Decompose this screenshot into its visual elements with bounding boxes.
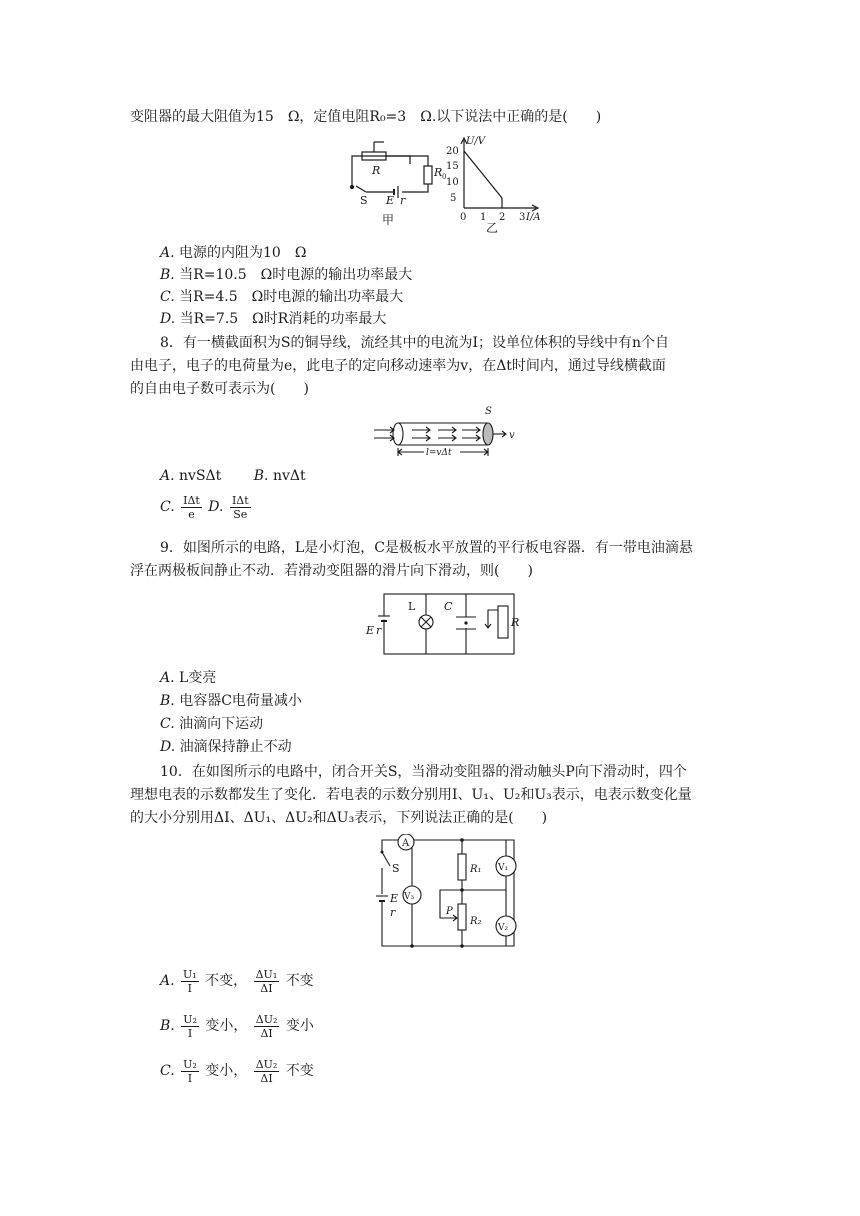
- cross-section-s: [483, 423, 493, 445]
- q8-options-cd: C. $\frac{\text{IΔt}}{e}$ D. $\frac{\text{IΔt}}{Se}$: [160, 493, 249, 521]
- ui-line: [464, 151, 502, 198]
- q10-b-fraction-1: $\frac{\text{U₂}}{I}$: [183, 1012, 197, 1040]
- label-a: A: [402, 838, 410, 849]
- q10-stem-line-3: 的大小分别用ΔI、ΔU₁、ΔU₂和ΔU₃表示，下列说法正确的是( ): [130, 810, 548, 826]
- q10-a-fraction-2: $\frac{\text{ΔU₁}}{\Delta I}$: [255, 967, 278, 995]
- q7-figure: [340, 134, 550, 234]
- rheostat-r: [498, 606, 508, 638]
- ytick-10: 10: [446, 177, 459, 188]
- q8-option-c-fraction: $\frac{\text{IΔt}}{e}$: [183, 493, 200, 521]
- q10-option-a: A. $\frac{\text{U₁}}{I}$ 不变， $\frac{\text{ΔU₁}}{\Delta I}$ 不变: [160, 967, 314, 995]
- q8-wire-figure: [372, 402, 522, 460]
- oil-drop: [464, 621, 467, 624]
- label-internal-r: r: [400, 194, 406, 207]
- q9-option-c: C. 油滴向下运动: [160, 716, 264, 732]
- xtick-3: 3: [519, 212, 526, 223]
- q10-b-fraction-2: $\frac{\text{ΔU₂}}{\Delta I}$: [255, 1012, 278, 1040]
- q10-a-fraction-1: $\frac{\text{U₁}}{I}$: [183, 967, 197, 995]
- label-v1: V₁: [498, 863, 509, 873]
- resistor-r1: [458, 854, 466, 880]
- ytick-20: 20: [446, 146, 459, 157]
- q10-c-fraction-2: $\frac{\text{ΔU₂}}{\Delta I}$: [255, 1057, 278, 1085]
- ytick-5: 5: [450, 193, 457, 204]
- label-v3: V₃: [404, 892, 415, 902]
- label-p: P: [446, 906, 453, 917]
- q7-option-c: C. 当R=4.5 Ω时电源的输出功率最大: [160, 289, 404, 305]
- q8-stem-line-3: 的自由电子数可表示为( ): [130, 381, 309, 397]
- label-e: E: [390, 892, 399, 905]
- q10-circuit-figure: [358, 834, 528, 950]
- q7-option-d: D. 当R=7.5 Ω时R消耗的功率最大: [160, 311, 387, 327]
- q10-stem-line-2: 理想电表的示数都发生了变化．若电表的示数分别用I、U₁、U₂和U₃表示，电表示数变化量: [130, 787, 692, 803]
- q10-option-c: C. $\frac{\text{U₂}}{I}$ 变小， $\frac{\text{ΔU₂}}{\Delta I}$ 不变: [160, 1057, 314, 1085]
- label-r0: R: [434, 166, 443, 179]
- label-r: R: [511, 616, 520, 629]
- label-s: S: [485, 406, 492, 417]
- q9-option-b: B. 电容器C电荷量减小: [160, 693, 302, 709]
- q9-stem-line-2: 浮在两极板间静止不动．若滑动变阻器的滑片向下滑动，则( ): [130, 563, 533, 579]
- label-e: E: [386, 194, 395, 207]
- q9-stem-line-1: 9．如图所示的电路，L是小灯泡，C是极板水平放置的平行板电容器．有一带电油滴悬: [160, 540, 693, 556]
- q7-option-b: B. 当R=10.5 Ω时电源的输出功率最大: [160, 267, 413, 283]
- q9-circuit-figure: [362, 588, 522, 660]
- q9-option-d: D. 油滴保持静止不动: [160, 739, 292, 755]
- q10-stem-line-1: 10．在如图所示的电路中，闭合开关S，当滑动变阻器的滑动触头P向下滑动时，四个: [160, 764, 687, 780]
- q7-circuit-diagram: [351, 142, 433, 198]
- switch-s: [382, 852, 390, 866]
- label-v: v: [509, 430, 515, 441]
- label-r-internal: r: [376, 624, 382, 637]
- label-s: S: [360, 194, 368, 207]
- q10-c-fraction-1: $\frac{\text{U₂}}{I}$: [183, 1057, 197, 1085]
- caption-jia: 甲: [382, 213, 395, 227]
- label-l: L: [408, 600, 416, 613]
- label-s: S: [392, 862, 400, 875]
- xtick-1: 1: [480, 212, 487, 223]
- label-e: E: [366, 624, 375, 637]
- label-r2: R₂: [470, 916, 482, 927]
- label-v2: V₂: [498, 923, 509, 933]
- label-length: l=vΔt: [426, 448, 452, 458]
- xtick-2: 2: [499, 212, 506, 223]
- graph-xlabel: I/A: [526, 212, 541, 223]
- xtick-0: 0: [460, 212, 467, 223]
- label-r-internal: r: [390, 906, 396, 919]
- rheostat-r2: [458, 904, 466, 930]
- q8-stem-line-2: 由电子，电子的电荷量为e，此电子的定向移动速率为v，在Δt时间内，通过导线横截面: [130, 358, 666, 374]
- q8-stem-line-1: 8．有一横截面积为S的铜导线，流经其中的电流为I；设单位体积的导线中有n个自: [160, 335, 670, 351]
- graph-ylabel: U/V: [466, 136, 486, 147]
- q7-option-a: A. 电源的内阻为10 Ω: [160, 245, 307, 261]
- question-7-stem-tail: 变阻器的最大阻值为15 Ω，定值电阻R₀=3 Ω.以下说法中正确的是( ): [130, 109, 602, 125]
- switch-s: [356, 186, 366, 192]
- caption-yi: 乙: [486, 221, 499, 234]
- q9-option-a: A. L变亮: [160, 670, 217, 686]
- label-r0-sub: 0: [442, 173, 447, 181]
- q8-option-d-fraction: $\frac{\text{IΔt}}{Se}$: [231, 493, 249, 521]
- label-c: C: [444, 600, 453, 613]
- label-r1: R₁: [470, 864, 482, 875]
- ytick-15: 15: [446, 161, 459, 172]
- label-r: R: [372, 164, 381, 177]
- q8-options-ab: A. nvSΔt B. nvΔt: [160, 468, 306, 484]
- q7-ui-graph: [461, 138, 538, 211]
- resistor-r0: [424, 166, 432, 184]
- q10-option-b: B. $\frac{\text{U₂}}{I}$ 变小， $\frac{\text{ΔU₂}}{\Delta I}$ 变小: [160, 1012, 314, 1040]
